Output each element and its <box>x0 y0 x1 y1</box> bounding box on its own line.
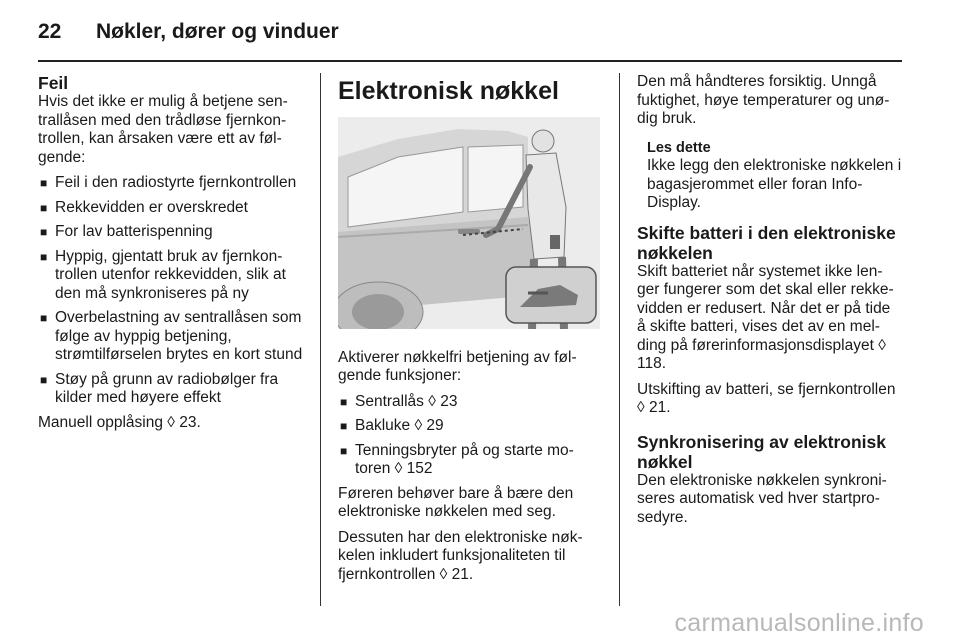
intro-paragraph: Hvis det ikke er mulig å betjene sen-trallåsen med den trådløse fjernkon-trollen, kan årsaken være ett av føl-gende: <box>38 93 288 166</box>
section-heading-sync: Synkronisering av elektronisk nøkkel <box>637 431 886 472</box>
paragraph: Føreren behøver bare å bære den elektroniske nøkkelen med seg. <box>338 484 574 520</box>
feature-list <box>338 393 600 479</box>
paragraph: Dessuten har den elektroniske nøk-kelen inkludert funksjonaliteten til fjernkontrollen ◊ 21. <box>338 528 583 583</box>
list-item: ■ Tenningsbryter på og starte mo-toren ◊ 152 <box>340 441 574 477</box>
list-item: ■ Feil i den radiostyrte fjernkontrollen <box>40 174 297 191</box>
column-1 <box>38 73 303 439</box>
header-rule <box>38 60 902 62</box>
car-keyless-illustration <box>338 117 600 329</box>
section-heading-battery: Skifte batteri i den elektroniske nøkkelen <box>637 222 896 263</box>
list-item: ■ Hyppig, gjentatt bruk av fjernkon-trollen utenfor rekkevidden, slik at den må synkroniseres på ny <box>40 247 286 302</box>
list-item: ■ Støy på grunn av radiobølger fra kilder med høyere effekt <box>40 370 279 406</box>
manual-unlock-reference[interactable]: Manuell opplåsing ◊ 23. <box>38 413 201 431</box>
bullet-icon: ■ <box>40 200 48 215</box>
bullet-icon: ■ <box>340 394 348 409</box>
paragraph: Skift batteriet når systemet ikke len-ger fungerer som det skal eller rekke-vidden er redusert. Når det er på tide å skifte batteri, vises det av en mel-ding på førerinformasjonsdisplayet ◊ 118. <box>637 262 894 372</box>
section-heading-feil: Feil <box>38 73 69 93</box>
column-divider <box>619 73 620 606</box>
note-text: Ikke legg den elektroniske nøkkelen i bagasjerommet eller foran Info-Display. <box>647 157 902 211</box>
section-title-electronic-key: Elektronisk nøkkel <box>338 77 559 105</box>
page-header <box>38 20 339 50</box>
list-item: ■ Overbelastning av sentrallåsen som følge av hyppig betjening, strømtilførselen brytes en kort stund <box>40 309 303 363</box>
paragraph: Utskifting av batteri, se fjernkontrollen ◊ 21. <box>637 380 896 416</box>
paragraph: Den elektroniske nøkkelen synkroni-seres automatisk ved hver startpro-sedyre. <box>637 471 887 526</box>
bullet-icon: ■ <box>340 419 348 433</box>
feature-intro: Aktiverer nøkkelfri betjening av føl-gende funksjoner: <box>338 348 577 384</box>
column-divider <box>320 73 321 606</box>
bullet-icon: ■ <box>340 443 348 458</box>
list-item: ■ Sentrallås ◊ 23 <box>340 392 458 410</box>
page-title: Nøkler, dører og vinduer <box>96 20 339 43</box>
watermark: carmanualsonline.info <box>674 609 924 637</box>
column-2 <box>338 73 600 591</box>
bullet-icon: ■ <box>40 311 48 325</box>
column-3 <box>637 73 903 534</box>
paragraph: Den må håndteres forsiktig. Unngå fuktighet, høye temperaturer og unø-dig bruk. <box>637 73 890 127</box>
note-title: Les dette <box>647 139 711 156</box>
bullet-icon: ■ <box>40 372 48 387</box>
bullet-icon: ■ <box>40 249 48 264</box>
note-box <box>647 139 903 213</box>
bullet-icon: ■ <box>40 176 48 190</box>
bullet-icon: ■ <box>40 225 48 239</box>
list-item: ■ For lav batterispenning <box>40 223 213 240</box>
list-item: ■ Rekkevidden er overskredet <box>40 198 248 216</box>
fault-list <box>38 174 303 408</box>
page-number: 22 <box>38 20 62 43</box>
list-item: ■ Bakluke ◊ 29 <box>340 417 444 434</box>
